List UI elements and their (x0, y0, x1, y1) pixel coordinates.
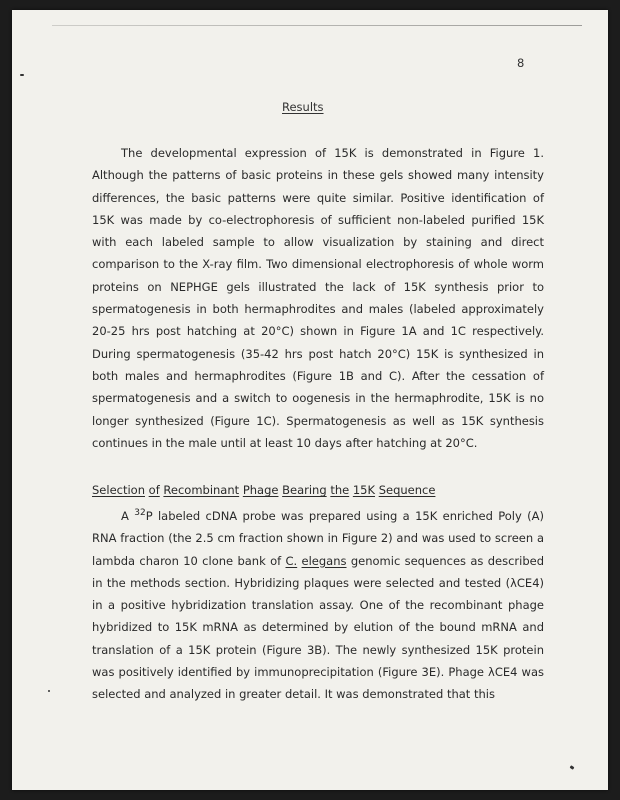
section-heading: Results (282, 100, 324, 114)
subsection-heading: Selection of Recombinant Phage Bearing the 15K Sequence (92, 483, 436, 497)
scan-speck (570, 765, 575, 770)
top-edge-mark (52, 25, 582, 26)
genus-name: C. (285, 553, 298, 568)
scan-speck (48, 690, 50, 692)
isotope-superscript: 32 (134, 508, 146, 519)
selection-paragraph: A $^{32}$P labeled cDNA probe was prepared using a 15K enriched Poly (A) RNA fraction (the 2.5 cm fraction shown in Figure 2) and was used to screen a lambda charon 10 clone bank of C. elegans genomic sequences as described in the methods section. Hybridizing plaques were selected and tested (λCE4) in a positive hybridization translation assay. One of the recombinant phage hybridized to 15K mRNA as determined by elution of the bound mRNA and translation of a 15K protein (Figure 3B). The newly synthesized 15K protein was positively identified by immunoprecipitation (Figure 3E). Phage λCE4 was selected and analyzed in greater detail. It was demonstrated that this (92, 508, 545, 702)
page-number: 8 (517, 56, 525, 70)
species-name: elegans (301, 553, 347, 568)
scan-speck (20, 74, 24, 76)
results-paragraph: The developmental expression of 15K is demonstrated in Figure 1. Although the patterns of basic proteins in these gels showed many intensity differences, the basic patterns were quite similar. Positive identification of 15K was made by co-electrophoresis of sufficient non-labeled purified 15K with each labeled sample to allow visualization by staining and direct comparison to the X-ray film. Two dimensional electrophoresis of whole worm proteins on NEPHGE gels illustrated the lack of 15K synthesis prior to spermatogenesis in both hermaphrodites and males (labeled approximately 20-25 hrs post hatching at 20°C) shown in Figure 1A and 1C respectively. During spermatogenesis (35-42 hrs post hatch 20°C) 15K is synthesized in both males and hermaphrodites (Figure 1B and C). After the cessation of spermatogenesis and a switch to oogenesis in the hermaphrodite, 15K is no longer synthesized (Figure 1C). Spermatogenesis as well as 15K synthesis continues in the male until at least 10 days after hatching at 20°C. (92, 146, 544, 450)
document-page (12, 10, 608, 790)
